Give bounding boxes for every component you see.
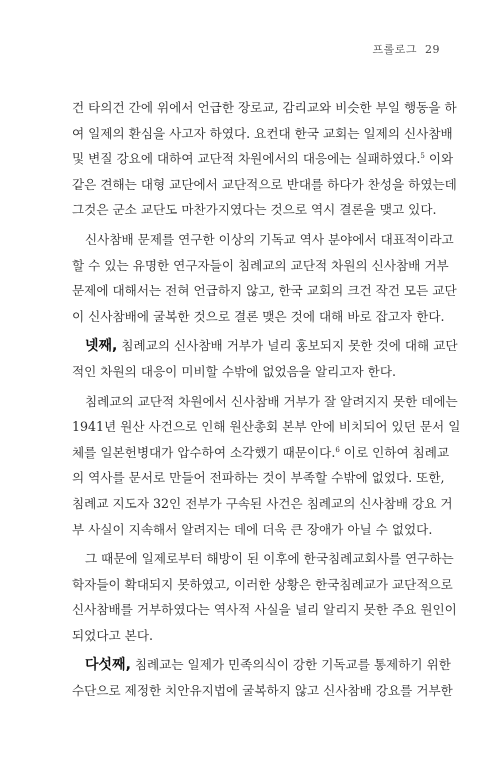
paragraph-1 xyxy=(72,95,457,223)
page-number: 29 xyxy=(425,43,440,56)
paragraph-3 xyxy=(72,333,458,384)
text-line: 그것은 군소 교단도 마찬가지였다는 것으로 역시 결론을 맺고 있다. xyxy=(72,202,437,218)
text-line: 적인 차원의 대응이 미비할 수밖에 없었음을 알리고자 한다. xyxy=(72,363,396,379)
text-line: 신사참배 문제를 연구한 이상의 기독교 역사 분야에서 대표적이라고 xyxy=(85,231,454,247)
text-line: 되었다고 본다. xyxy=(72,627,153,643)
footnote-marker: 6 xyxy=(335,445,340,454)
text-line: 의 역사를 문서로 만들어 전파하는 것이 부족할 수밖에 없었다. 또한, xyxy=(72,470,445,486)
text-line: 문제에 대해서는 전혀 언급하지 않고, 한국 교회의 크건 작건 모든 교단 xyxy=(72,283,457,299)
paragraph-6 xyxy=(72,652,453,703)
text-line: 침례교의 교단적 차원에서 신사참배 거부가 잘 알려지지 못한 데에는 xyxy=(85,393,458,409)
point-heading: 넷째, xyxy=(85,338,118,355)
text-line: 그 때문에 일제로부터 해방이 된 이후에 한국침례교회사를 연구하는 xyxy=(85,551,454,567)
text-line: 수단으로 제정한 치안유지법에 굴복하지 않고 신사참배 강요를 거부한 xyxy=(72,683,453,699)
point-heading: 다섯째, xyxy=(85,657,131,674)
text-segment: 이로 인하여 침례교 xyxy=(339,444,450,460)
text-line: 부 사실이 지속해서 알려지는 데에 더욱 큰 장애가 아닐 수 없었다. xyxy=(72,521,433,537)
text-line: 신사참배를 거부하였다는 역사적 사실을 널리 알리지 못한 주요 원인이 xyxy=(72,602,457,618)
running-header xyxy=(372,41,440,57)
text-segment: 침례교는 일제가 민족의식이 강한 기독교를 통제하기 위한 xyxy=(130,657,451,673)
text-line: 건 타의건 간에 위에서 언급한 장로교, 감리교와 비슷한 부일 행동을 하 xyxy=(72,100,457,115)
body-text xyxy=(72,95,461,704)
text-line xyxy=(72,333,458,359)
paragraph-2 xyxy=(72,227,457,329)
text-line xyxy=(72,440,450,466)
text-line: 이 신사참배에 굴복한 것으로 결론 맺은 것에 대해 바로 잡고자 한다. xyxy=(72,308,445,324)
text-segment: 이와 xyxy=(424,151,454,167)
footnote-marker: 5 xyxy=(420,152,425,160)
text-line: 할 수 있는 유명한 연구자들이 침례교의 교단적 차원의 신사참배 거부 xyxy=(72,257,449,273)
text-line: 같은 견해는 대형 교단에서 교단적으로 반대를 하다가 찬성을 하였는데 xyxy=(72,176,457,192)
text-line xyxy=(72,146,454,172)
text-line: 학자들이 확대되지 못하였고, 이러한 상황은 한국침례교가 교단적으로 xyxy=(72,576,453,592)
text-segment: 및 변질 강요에 대하여 교단적 차원에서의 대응에는 실패하였다. xyxy=(72,151,421,167)
paragraph-5 xyxy=(72,546,457,648)
section-title: 프롤로그 xyxy=(372,43,417,56)
text-line xyxy=(72,652,451,678)
text-line: 침례교 지도자 32인 전부가 구속된 사건은 침례교의 신사참배 강요 거 xyxy=(72,495,453,511)
text-line: 여 일제의 환심을 사고자 하였다. 요컨대 한국 교회는 일제의 신사참배 xyxy=(72,125,453,141)
text-line: 1941년 원산 사건으로 인해 원산총회 본부 안에 비치되어 있던 문서 일 xyxy=(72,419,461,435)
text-segment: 침례교의 신사참배 거부가 널리 홍보되지 못한 것에 대해 교단 xyxy=(117,338,458,354)
paragraph-4 xyxy=(72,389,461,543)
text-segment: 체를 일본헌병대가 압수하여 소각했기 때문이다. xyxy=(72,444,336,460)
